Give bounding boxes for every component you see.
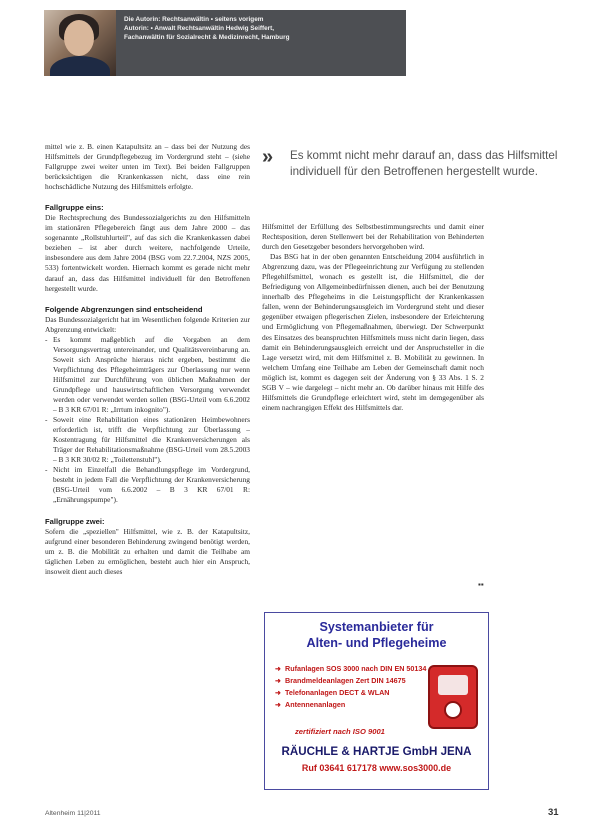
author-line-3: Fachanwältin für Sozialrecht & Medizinrecht, Hamburg <box>124 34 290 42</box>
author-photo <box>44 10 116 76</box>
criteria-list <box>45 335 250 506</box>
author-info <box>116 10 297 76</box>
ad-product-list <box>275 663 425 711</box>
ad-title <box>265 619 488 651</box>
footer-publication: Altenheim 11|2011 <box>45 810 101 817</box>
heading-fallgruppe-eins: Fallgruppe eins: <box>45 203 104 213</box>
ad-title-line-1: Systemanbieter für <box>319 620 434 634</box>
ad-title-line-2: Alten- und Pflegeheime <box>306 636 447 650</box>
author-box <box>44 10 406 76</box>
quote-mark-icon: » <box>262 146 274 168</box>
arrow-icon: ➜ <box>275 688 282 697</box>
arrow-icon: ➜ <box>275 664 282 673</box>
end-of-article-mark: ▪▪ <box>478 580 484 589</box>
heading-fallgruppe-zwei: Fallgruppe zwei: <box>45 516 105 526</box>
list-item: - Es kommt maßgeblich auf die Vorgaben an dem Versorgungsvertrag untereinander, und Qualitätsvereinbarung an. Soweit sich Ansprüche hieraus nicht ergeben, bestimmt die Verpflichtung des Pflegeheimträgers zur Überlassung nur wenn Hilfsmittel zur Durchführung von üblichen Maßnahmen der Grundpflege und hauswirtschaftlichen Versorgung verwendet werden oder verwendet werden sollen (BSG-Urteil vom 6.6.2002 – B 3 KR 67/01 R: „Irrtum inkognito"). <box>45 335 250 415</box>
right-column <box>262 222 484 413</box>
ad-contact[interactable]: Ruf 03641 617178 www.sos3000.de <box>301 763 452 773</box>
call-device-icon <box>428 665 478 729</box>
paragraph-fallgruppe-zwei: Sofern die „speziellen" Hilfsmittel, wie z. B. der Katapultsitz, aufgrund einer besonderen Behinderung zwingend benötigt werden, um z. B. die Mobilität zu erhalten und damit die Teilhabe am täglichen Leben zu ermöglichen, besteht auch hier ein Anspruch, insoweit dient auch dieses <box>45 526 250 576</box>
paragraph-right-2: Das BSG hat in der oben genannten Entscheidung 2004 ausführlich in Abgrenzung dazu, was der Pflegeeinrichtung zur Verfügung zu stellenden Pflegehilfsmittel, wonach es gestellt ist, die Hilfsmittel, die der Befriedigung von Allgemeinbedürfnissen dienen, auch bei der Benutzung innerhalb des Pflegeheims in die Leistungspflicht der Krankenkassen fallen, wenn der Behinderungsausgleich im Vordergrund steht und dieser gegenüber etwaigen pflegerischen Zielen, insbesondere der Erleichterung und Ermöglichung von Pflegemaßnahmen, überwiegt. Der Schwerpunkt des Einsatzes des beanspruchten Hilfsmittels muss nicht darin liegen, dass damit ein Behinderungsausgleich erreicht und der Anspruchsteller in die Lage versetzt wird, mit dem Hilfsmittel z. B. Mobilität zu gewinnen. In welchem Umfang eine Teilhabe am Leben der Gemeinschaft damit noch möglich ist, kommt es dagegen seit der Änderung von § 33 Abs. 1 S. 2 SGB V – wie dargelegt – nicht mehr an. Ob darüber hinaus mit Hilfe des Hilfsmittels die Grundpflege erleichtert wird, steht im demgegenüber als einem nachrangigen Effekt des Hilfsmittels dar. <box>262 252 484 412</box>
pull-quote-text: Es kommt nicht mehr darauf an, dass das Hilfsmittel individuell für den Betroffenen hergestellt wurde. <box>290 149 558 178</box>
list-item: ➜ Rufanlagen SOS 3000 nach DIN EN 50134 <box>275 664 427 673</box>
advertisement[interactable] <box>264 612 489 790</box>
left-column <box>45 142 250 577</box>
paragraph-right-1: Hilfsmittel der Erfüllung des Selbstbestimmungsrechts und damit einer Rechtsposition, deren Stellenwert bei der Rehabilitation von Behinderten durch den Gesetzgeber besonders hervorgehoben wird. <box>262 222 484 252</box>
list-item: - Nicht im Einzelfall die Behandlungspflege im Vordergrund, besteht in jedem Fall die Verpflichtung der Krankenversicherung (BSG-Urteil vom 6.6.2002 – B 3 KR 67/01 R: „Ernährungspumpe"). <box>45 465 250 505</box>
page-number: 31 <box>548 807 559 818</box>
list-item: ➜ Brandmeldeanlagen Zert DIN 14675 <box>275 676 406 685</box>
arrow-icon: ➜ <box>275 700 282 709</box>
author-line-1: Die Autorin: Rechtsanwältin • seitens vorigem <box>124 16 264 23</box>
ad-company-name: RÄUCHLE & HARTJE GmbH JENA <box>281 745 472 758</box>
intro-paragraph: mittel wie z. B. einen Katapultsitz an – dass bei der Nutzung des Hilfsmittels der Grundpflegebezug im Vordergrund steht – (siehe Fallgruppe zwei weiter unten im Text). Bei beiden Fallgruppen berücksichtigen die Krankenkassen nicht, dass eine rein hochschädliche Nutzung des Hilfsmittels erfolgte. <box>45 142 250 192</box>
heading-abgrenzungen: Folgende Abgrenzungen sind entscheidend <box>45 304 203 314</box>
list-item: - Soweit eine Rehabilitation eines stationären Heimbewohners erforderlich ist, trifft die Verpflichtung zur Überlassung – Kostentragung für Hilfsmittel die Krankenversicherungen als Träger der Rehabilitationsmaßnahme (BSG-Urteil vom 28.5.2003 – B 3 KR 30/02 R: „Toilettenstuhl"). <box>45 415 250 465</box>
author-line-2: Autorin: • Anwalt Rechtsanwältin Hedwig Seiffert, <box>124 25 275 33</box>
pull-quote <box>262 148 562 179</box>
arrow-icon: ➜ <box>275 676 282 685</box>
paragraph-abgrenzungen: Das Bundessozialgericht hat im Wesentlichen folgende Kriterien zur Abgrenzung entwickelt: <box>45 314 250 334</box>
list-item: ➜ Telefonanlagen DECT & WLAN <box>275 688 390 697</box>
ad-certificate: zertifiziert nach ISO 9001 <box>295 727 385 736</box>
list-item: ➜ Antennenanlagen <box>275 700 346 709</box>
paragraph-fallgruppe-eins: Die Rechtsprechung des Bundessozialgerichts zu den Hilfsmitteln im stationären Pflegebereich fängt aus dem Jahre 2000 – das sogenannte „Rollstuhlurteil", auf das sich die Krankenkassen dabei beziehen – ist aber durch weitere, nachfolgende Urteile, insbesondere aus dem Jahre 2004 (BSG vom 22.7.2004, NZS 2005, 533) fortentwickelt worden. Hiernach kommt es gerade nicht mehr darauf an, dass das Hilfsmittel individuell für den Betroffenen hergestellt wurde. <box>45 213 250 293</box>
